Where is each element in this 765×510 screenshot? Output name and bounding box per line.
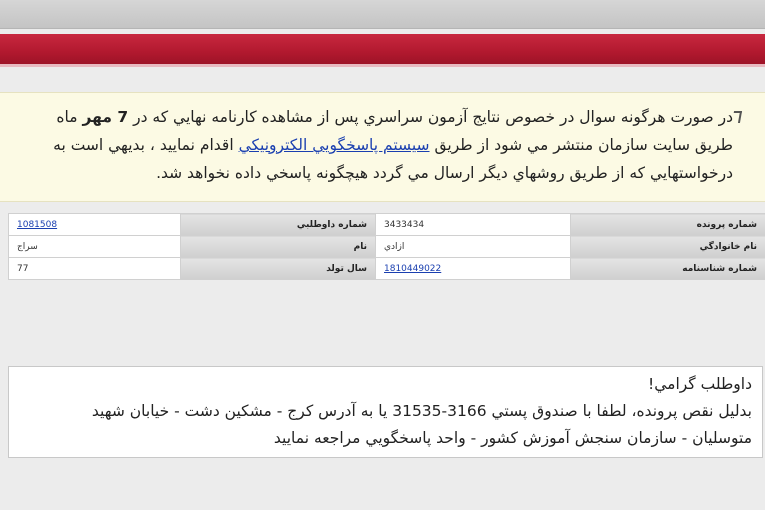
- file-number-value: 3433434: [376, 214, 571, 236]
- electronic-response-system-link[interactable]: سيستم پاسخگويي الکترونيکي: [238, 136, 430, 154]
- message-greeting: داوطلب گرامي!: [648, 375, 752, 393]
- header-red-band-underline: [0, 64, 765, 67]
- last-name-value: ازادي: [376, 236, 571, 258]
- message-text: [12, 371, 752, 452]
- candidate-info-table: [8, 213, 765, 280]
- message-line-2: متوسليان - سازمان سنجش آموزش کشور - واحد پاسخگويي مراجعه نماييد: [273, 429, 752, 447]
- notice-line-3: درخواستهايي که از طريق روشهاي ديگر ارسال مي گردد هيچگونه پاسخي داده نخواهد شد.: [156, 164, 733, 182]
- birth-year-value: 77: [9, 258, 181, 280]
- table-row: [9, 214, 765, 236]
- notice-date: 7 مهر: [82, 108, 129, 126]
- candidate-number-cell: [9, 214, 181, 236]
- first-name-label: نام: [181, 236, 376, 258]
- candidate-number-label: شماره داوطلبي: [181, 214, 376, 236]
- candidate-number-link[interactable]: 1081508: [17, 219, 58, 230]
- last-name-label: نام خانوادگي: [571, 236, 765, 258]
- first-name-value: سراج: [9, 236, 181, 258]
- header-red-band: [0, 34, 765, 64]
- file-number-label: شماره پرونده: [571, 214, 765, 236]
- notice-text: [0, 103, 733, 187]
- table-row: [9, 258, 765, 280]
- id-number-cell: [376, 258, 571, 280]
- id-number-label: شماره شناسنامه: [571, 258, 765, 280]
- message-box: [8, 366, 763, 458]
- table-row: [9, 236, 765, 258]
- id-number-link[interactable]: 1810449022: [384, 263, 442, 274]
- notice-line-2: طريق سايت سازمان منتشر مي شود از طريق سيستم پاسخگويي الکترونيکي اقدام نماييد ، بديهي است به: [53, 136, 733, 154]
- bullet-icon: [732, 111, 742, 123]
- browser-top-bar: [0, 0, 765, 29]
- message-line-1: بدليل نقص پرونده، لطفا با صندوق پستي 3166-31535 يا به آدرس کرج - مشکين دشت - خيابان شهيد: [91, 402, 752, 420]
- notice-panel: [0, 92, 765, 202]
- birth-year-label: سال تولد: [181, 258, 376, 280]
- notice-line-1: در صورت هرگونه سوال در خصوص نتايج آزمون سراسري پس از مشاهده کارنامه نهايي که در 7 مهر ماه: [56, 108, 733, 126]
